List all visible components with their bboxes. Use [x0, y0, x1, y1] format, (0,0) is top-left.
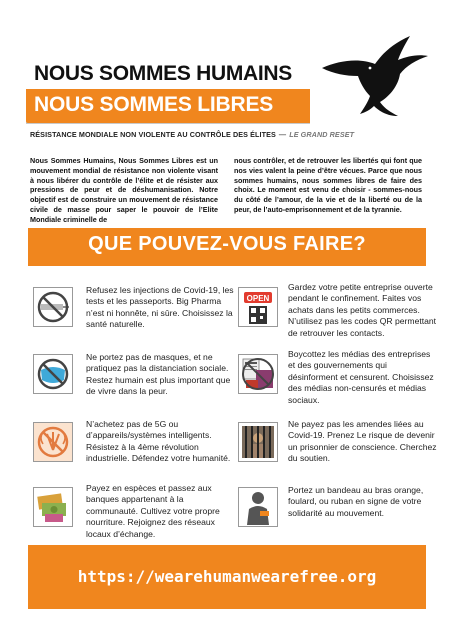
svg-text:OPEN: OPEN: [246, 294, 270, 303]
website-link[interactable]: https://wearehumanwearefree.org: [77, 567, 377, 586]
intro-right-column: nous contrôler, et de retrouver les libertés qui font que nos vies valent la peine d’être vécues. Parce que nous sommes humains, nous sommes libres de faire des choix. Le moment est venu de choisir - sommes-nous du côté de l’amour, de la vie et de la liberté ou de la peur, de l’auto-emprisonnement et de la tyrannie.: [234, 156, 422, 214]
action-item-masks: Ne portez pas de masques, et ne pratiquez pas la distanciation sociale. Restez humain est plus important que de vivre dans la peur.: [86, 352, 231, 397]
prison-bars-icon: [238, 422, 278, 462]
crow-icon: [320, 30, 430, 120]
action-item-fines: Ne payez pas les amendes liées au Covid-19. Prenez Le risque de devenir un prisonnier de conscience. Cherchez du soutien.: [288, 419, 437, 464]
action-item-vaccines: Refusez les injections de Covid-19, les tests et les passeports. Big Pharma n’est ni honnête, ni sûre. Choisissez la santé naturelle.: [86, 285, 234, 330]
orange-armband-icon: [238, 487, 278, 527]
action-item-small-business: Gardez votre petite entreprise ouverte pendant le confinement. Faites vos achats dans les petits commerces. N’utilisez pas les codes QR permettant de retrouver les contacts.: [288, 282, 437, 338]
title-line-2: NOUS SOMMES LIBRES: [34, 93, 274, 116]
cash-payment-icon: [33, 487, 73, 527]
subtitle-reset: LE GRAND RESET: [289, 130, 355, 139]
subtitle-separator: —: [278, 130, 287, 139]
boycott-media-icon: [238, 354, 278, 394]
intro-left-column: Nous Sommes Humains, Nous Sommes Libres est un mouvement mondial de résistance non violente visant à nous libérer du contrôle de l’élite et de résister aux pressions de peur et de déshumanisation. Notre objectif est de construire un mouvement de résistance civile de masse pour saper le pouvoir de l’Elite Mondiale criminelle de: [30, 156, 218, 224]
action-item-armband: Portez un bandeau au bras orange, foulard, ou ruban en signe de votre solidarité au mouvement.: [288, 485, 424, 518]
action-item-media: Boycottez les médias des entreprises et des gouvernements qui désinforment et censurent. Choisissez des médias non-censurés et médias sociaux.: [288, 349, 434, 405]
action-item-5g: N’achetez pas de 5G ou d’appareils/systèmes intelligents. Résistez à la 4ème révolution industrielle. Défendez votre humanité.: [86, 419, 231, 464]
action-item-cash: Payez en espèces et passez aux banques appartenant à la communauté. Cultivez votre propre nourriture. Rejoignez des réseaux locaux d’échange.: [86, 483, 220, 539]
no-mask-icon: [33, 354, 73, 394]
no-vaccine-icon: [33, 287, 73, 327]
no-5g-icon: [33, 422, 73, 462]
title-line-1: NOUS SOMMES HUMAINS: [34, 62, 292, 85]
open-shop-icon: [238, 287, 278, 327]
section-title: QUE POUVEZ-VOUS FAIRE?: [88, 233, 366, 255]
subtitle-main: RÉSISTANCE MONDIALE NON VIOLENTE AU CONTRÔLE DES ÉLITES: [30, 130, 276, 139]
subtitle: [30, 130, 354, 139]
